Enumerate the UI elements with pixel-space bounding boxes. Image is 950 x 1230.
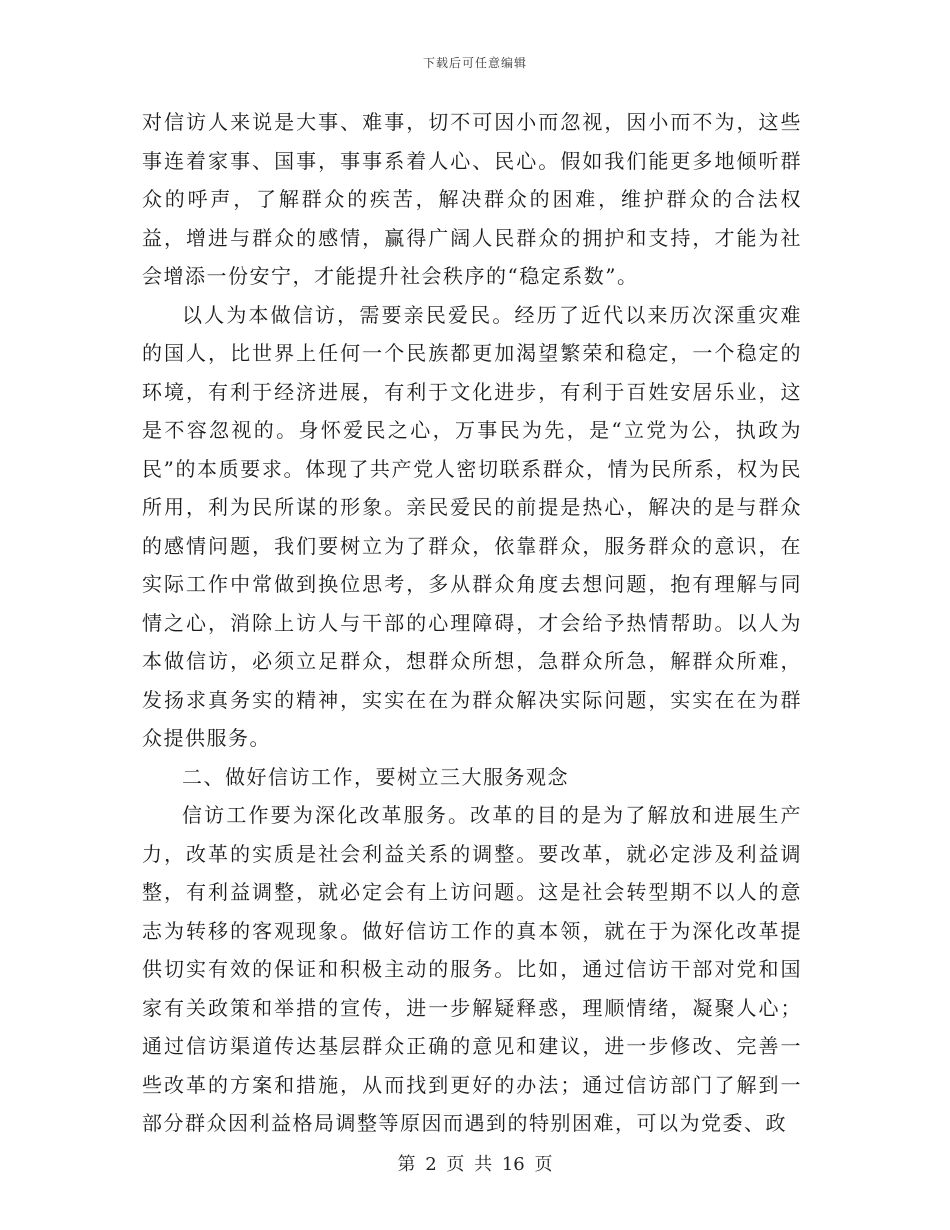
paragraph-3: 信访工作要为深化改革服务。改革的目的是为了解放和进展生产力，改革的实质是社会利益关系的调整。要改革，就必定涉及利益调整，有利益调整，就必定会有上访问题。这是社会转型期不以人的意志为转移的客观现象。做好信访工作的真本领，就在于为深化改革提供切实有效的保证和积极主动的服务。比如，通过信访干部对党和国家有关政策和举措的宣传，进一步解疑释惑，理顺情绪，凝聚人心；通过信访渠道传达基层群众正确的意见和建议，进一步修改、完善一些改革的方案和措施，从而找到更好的办法；通过信访部门了解到一部分群众因利益格局调整等原因而遇到的特别困难，可以为党委、政 [142,803,802,1135]
paragraph-1: 对信访人来说是大事、难事，切不可因小而忽视，因小而不为，这些事连着家事、国事，事事系着人心、民心。假如我们能更多地倾听群众的呼声，了解群众的疾苦，解决群众的困难，维护群众的合法权益，增进与群众的感情，赢得广阔人民群众的拥护和支持，才能为社会增添一份安宁，才能提升社会秩序的“稳定系数”。 [142,110,802,288]
section-heading: 二、做好信访工作，要树立三大服务观念 [182,764,569,789]
page-footer: 第 2 页 共 16 页 [397,1154,553,1175]
paragraph-2: 以人为本做信访，需要亲民爱民。经历了近代以来历次深重灾难的国人，比世界上任何一个民族都更加渴望繁荣和稳定，一个稳定的环境，有利于经济进展，有利于文化进步，有利于百姓安居乐业，这是不容忽视的。身怀爱民之心，万事民为先，是“立党为公，执政为民”的本质要求。体现了共产党人密切联系群众，情为民所系，权为民所用，利为民所谋的形象。亲民爱民的前提是热心，解决的是与群众的感情问题，我们要树立为了群众，依靠群众，服务群众的意识，在实际工作中常做到换位思考，多从群众角度去想问题，抱有理解与同情之心，消除上访人与干部的心理障碍，才会给予热情帮助。以人为本做信访，必须立足群众，想群众所想，急群众所急，解群众所难，发扬求真务实的精神，实实在在为群众解决实际问题，实实在在为群众提供服务。 [142,302,802,750]
page-header: 下载后可任意编辑 [422,56,527,70]
document-body [142,103,802,1143]
